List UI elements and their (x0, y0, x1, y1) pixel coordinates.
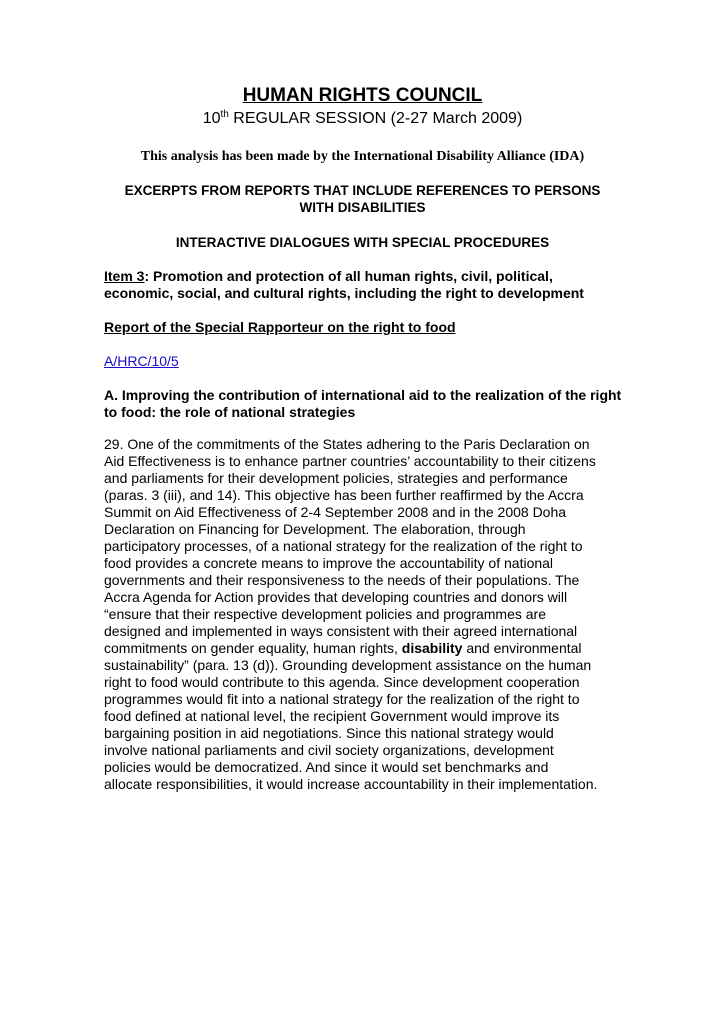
paragraph-line: programmes would fit into a national strategy for the realization of the right to (104, 691, 580, 707)
report-title: Report of the Special Rapporteur on the right to food (104, 319, 456, 335)
session-number: 10 (202, 110, 221, 127)
agenda-item (104, 268, 624, 302)
paragraph-line: allocate responsibilities, it would increase accountability in their implementation. (104, 776, 598, 792)
paragraph-line: Summit on Aid Effectiveness of 2-4 September 2008 and in the 2008 Doha (104, 504, 567, 520)
paragraph-29 (104, 436, 634, 793)
session-dates: REGULAR SESSION (2-27 March 2009) (228, 110, 523, 127)
paragraph-line: 29. One of the commitments of the States adhering to the Paris Declaration on (104, 436, 590, 452)
document-symbol-link[interactable]: A/HRC/10/5 (104, 353, 179, 369)
paragraph-line: Declaration on Financing for Development. The elaboration, through (104, 521, 526, 537)
agenda-item-text: : Promotion and protection of all human rights, civil, political, economic, social, and cultural rights, including the right to development (104, 268, 584, 301)
line-text: commitments on gender equality, human rights, (104, 640, 402, 656)
analysis-note: This analysis has been made by the International Disability Alliance (IDA) (140, 149, 585, 164)
session-ordinal-suffix: th (220, 109, 229, 120)
highlighted-keyword: disability (401, 640, 463, 656)
paragraph-line: (paras. 3 (iii), and 14). This objective has been further reaffirmed by the Accra (104, 487, 584, 503)
paragraph-line: involve national parliaments and civil society organizations, development (104, 742, 554, 758)
paragraph-line: designed and implemented in ways consistent with their agreed international (104, 623, 578, 639)
excerpts-heading: EXCERPTS FROM REPORTS THAT INCLUDE REFERENCES TO PERSONS WITH DISABILITIES (124, 183, 601, 215)
paragraph-line: governments and their responsiveness to the needs of their populations. The (104, 572, 580, 588)
session-subtitle (0, 108, 725, 130)
section-heading: A. Improving the contribution of international aid to the realization of the right to food: the role of national strategies (104, 387, 622, 420)
paragraph-line: Aid Effectiveness is to enhance partner countries’ accountability to their citizens (104, 453, 596, 469)
paragraph-line: “ensure that their respective development policies and programmes are (104, 606, 547, 622)
council-title: HUMAN RIGHTS COUNCIL (242, 85, 483, 106)
agenda-item-label: Item 3 (104, 268, 145, 284)
paragraph-line: sustainability” (para. 13 (d)). Grounding development assistance on the human (104, 657, 592, 673)
paragraph-line: policies would be democratized. And since it would set benchmarks and (104, 759, 549, 775)
paragraph-line: and parliaments for their development policies, strategies and performance (104, 470, 568, 486)
paragraph-line: right to food would contribute to this agenda. Since development cooperation (104, 674, 580, 690)
paragraph-line: Accra Agenda for Action provides that developing countries and donors will (104, 589, 568, 605)
paragraph-line: bargaining position in aid negotiations. Since this national strategy would (104, 725, 554, 741)
paragraph-line-disability (104, 640, 634, 657)
line-text: and environmental (462, 640, 582, 656)
paragraph-line: participatory processes, of a national strategy for the realization of the right to (104, 538, 583, 554)
paragraph-line: food provides a concrete means to improve the accountability of national (104, 555, 554, 571)
paragraph-line: food defined at national level, the recipient Government would improve its (104, 708, 560, 724)
dialogues-heading: INTERACTIVE DIALOGUES WITH SPECIAL PROCEDURES (175, 235, 550, 250)
